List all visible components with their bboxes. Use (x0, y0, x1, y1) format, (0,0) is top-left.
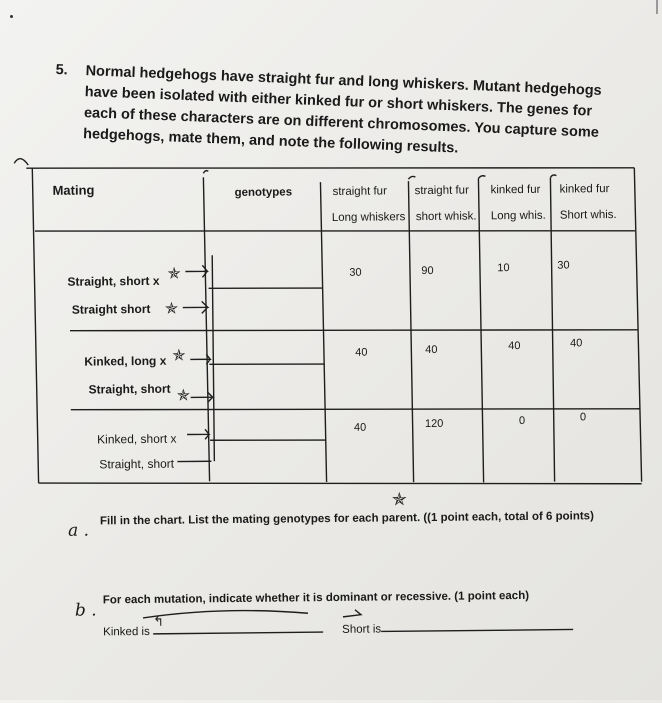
row2-value-4: 40 (570, 337, 583, 350)
row3-parent1: Kinked, short x (97, 431, 177, 447)
part-a-letter: a . (67, 520, 90, 541)
star-icon: ✯ (176, 387, 191, 405)
part-a-instruction: Fill in the chart. List the mating genotypes for each parent. ((1 point each, total of 6 points) (99, 510, 594, 528)
question-number: 5. (55, 61, 69, 79)
row3-parent2: Straight, short (99, 456, 175, 472)
star-icon: ✯ (391, 489, 407, 510)
row1-parent2: Straight short (71, 301, 151, 317)
row3-value-1: 40 (353, 421, 367, 434)
col1-header-line2: Long whiskers (331, 211, 406, 224)
part-b-instruction: For each mutation, indicate whether it is dominant or recessive. (1 point each) (102, 589, 530, 607)
row2-parent1: Kinked, long x (84, 353, 167, 369)
row2-value-3: 40 (508, 340, 521, 353)
star-icon: ✯ (172, 347, 186, 365)
row2-value-2: 40 (425, 343, 438, 357)
kinked-label: Kinked is (103, 625, 150, 639)
col3-header-line1: kinked fur (490, 183, 541, 197)
row1-value-1: 30 (349, 266, 362, 279)
col1-header-line1: straight fur (332, 185, 387, 198)
short-label: Short is (342, 623, 382, 636)
row2-parent2: Straight, short (88, 381, 171, 397)
row3-value-4: 0 (579, 411, 587, 424)
col2-header-line1: straight fur (414, 184, 469, 198)
genotypes-header: genotypes (234, 186, 293, 199)
col4-header-line2: Short whis. (559, 208, 617, 222)
row3-value-3: 0 (518, 414, 526, 428)
row1-value-4: 30 (557, 259, 570, 272)
row3-value-2: 120 (424, 417, 444, 431)
col4-header-line1: kinked fur (559, 183, 610, 196)
row1-value-3: 10 (497, 262, 510, 275)
mating-header: Mating (52, 182, 95, 198)
row1-parent1: Straight, short x (67, 273, 160, 289)
question-text: Normal hedgehogs have straight fur and long whiskers. Mutant hedgehogs have been isolated with either kinked fur or short whiskers. The genes for each of these characters are on different chromosomes. You capture some hedgehogs, mate them, and note the following results. (82, 63, 602, 157)
row2-value-1: 40 (355, 346, 368, 359)
part-b-letter: b . (74, 600, 97, 621)
col3-header-line2: Long whis. (490, 209, 546, 223)
star-icon: ✯ (164, 300, 179, 318)
hand-arrow-icon: ↰ (152, 613, 165, 629)
col2-header-line2: short whisk. (415, 210, 477, 224)
star-icon: ✯ (167, 265, 181, 283)
row1-value-2: 90 (421, 264, 434, 278)
